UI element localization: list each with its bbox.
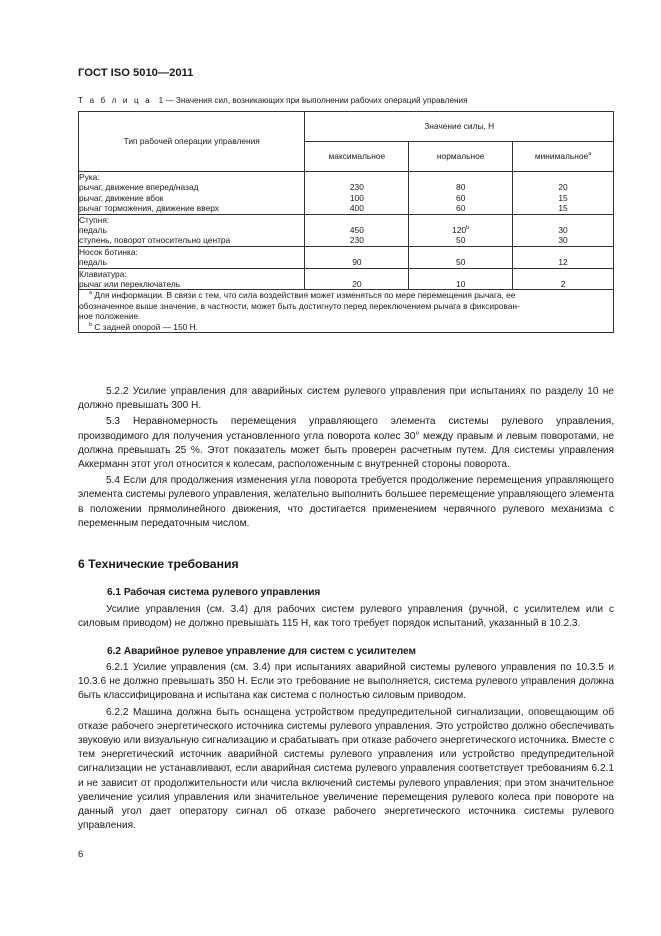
group-toe-max: 90 [305,246,409,268]
column-header-min: минимальное$^а$ [513,142,614,172]
group-toe-min: 12 [513,246,614,268]
section-6-1-text [78,603,614,631]
table-notes-row [79,290,614,333]
group-foot-labels: Ступня: педаль ступень, поворот относительно центра [79,214,305,246]
group-keyboard-max: 20 [305,268,409,290]
group-hand-max: 230 100 400 [305,172,409,215]
group-foot-max: 450 230 [305,214,409,246]
group-title: Ступня: [79,214,110,225]
group-title: Клавиатура: [79,268,127,279]
footnote-mark: b [466,225,470,232]
group-keyboard-normal: 10 [409,268,513,290]
subsection-6-1-heading: 6.1 Рабочая система рулевого управления [107,587,321,598]
group-hand-normal: 80 60 60 [409,172,513,215]
column-header-operation: Тип рабочей операции управления [79,112,305,172]
footnote-mark: b [89,321,93,328]
column-header-normal: нормальное [409,142,513,172]
paragraph-5-2-2: 5.2.2 Усилие управления для аварийных систем рулевого управления при испытаниях по разделу 10 не должно превышать 300 Н. [78,386,614,412]
group-keyboard-labels: Клавиатура: рычаг или переключатель [79,268,305,290]
footnote-mark: а [588,151,592,158]
section-5-text [78,385,614,531]
paragraph-5-4: 5.4 Если для продолжения изменения угла поворота требуется продолжение перемещения управляющего элемента системы рулевого управления, желательно выполнить большее перемещение управляющего элемента в положении прямолинейного движения, что достигается применением червячного рулевого механизма с переменным передаточным числом. [78,475,614,529]
group-title: Рука: [79,172,100,182]
table-row [79,268,614,290]
group-hand-min: 20 15 15 [513,172,614,215]
forces-table [78,111,614,333]
section-6-heading: 6 Технические требования [78,557,239,571]
table-row [79,246,614,268]
table-caption-text: 1 — Значения сил, возникающих при выполнении рабочих операций управления [158,96,468,105]
column-header-max: максимальное [305,142,409,172]
section-6-2-text [78,661,614,833]
footnote-mark: a [89,290,93,297]
group-title: Носок ботинка: [79,246,138,257]
table-caption-label: Т а б л и ц а [78,96,152,105]
table-row [79,214,614,246]
group-foot-normal: 120$^b$ 50 [409,214,513,246]
group-toe-normal: 50 [409,246,513,268]
table-row [79,172,614,215]
page-number: 6 [78,849,84,860]
document-code: ГОСТ ISO 5010—2011 [78,67,194,79]
group-hand-labels: Рука: рычаг, движение вперед/назад рычаг, движение вбок рычаг торможения, движение вверх [79,172,305,215]
paragraph-5-3: 5.3 Неравномерность перемещения управляющего элемента системы рулевого управления, производимого для получения установленного угла поворота колес 30° между правым и левым поворотами, не должна превышать 25 %. Этот показатель может быть проверен расчетным путем. Для системы управления Аккерманн этот угол относится к колесам, расположенным с внутренней стороны поворота. [78,416,614,471]
group-keyboard-min: 2 [513,268,614,290]
column-header-force: Значение силы, Н [305,112,614,142]
subsection-6-2-heading: 6.2 Аварийное рулевое управление для систем с усилителем [107,646,416,657]
group-foot-min: 30 30 [513,214,614,246]
table-caption [78,96,468,105]
paragraph-6-2-2: 6.2.2 Машина должна быть оснащена устройством предупредительной сигнализации, оповещающим об отказе рабочего энергетического источника системы рулевого управления. Это устройство должно обеспечивать звуковую или визуальную сигнализацию и срабатывать при отказе рабочего энергетического источника. Вместе с тем энергетический источник аварийной системы рулевого управления или устройство предупредительной сигнализации не устанавливают, если аварийная система рулевого управления соответствует требованиям 6.2.1 и не зависит от продолжительности или числа включений системы рулевого управления; при этом значительное увеличение усилия управления или значительное увеличение перемещения рулевого колеса при повороте на данный угол дает оператору сигнал об отказе рабочего энергетического источника системы рулевого управления. [78,706,614,832]
group-toe-labels: Носок ботинка: педаль [79,246,305,268]
paragraph-6-1: Усилие управления (см. 3.4) для рабочих систем рулевого управления (ручной, с усилителем или с силовым приводом) не должно превышать 115 Н, как того требует порядок испытаний, указанный в 10.2.3. [78,604,614,630]
table-notes: $^a$ Для информации. В связи с тем, что сила воздействия может изменяться по мере перемещения рычага, ее обозначенное выше значение, в частности, может быть достигнуто перед переключением рычага в фиксирован- ное положение. $^b$ С задней опорой — 150 Н. [79,290,614,333]
paragraph-6-2-1: 6.2.1 Усилие управления (см. 3.4) при испытаниях аварийной системы рулевого управления по 10.3.5 и 10.3.6 не должно превышать 350 Н. Если это требование не выполняется, система рулевого управления должна быть классифицирована и испытана как система с полностью силовым приводом. [78,662,614,702]
